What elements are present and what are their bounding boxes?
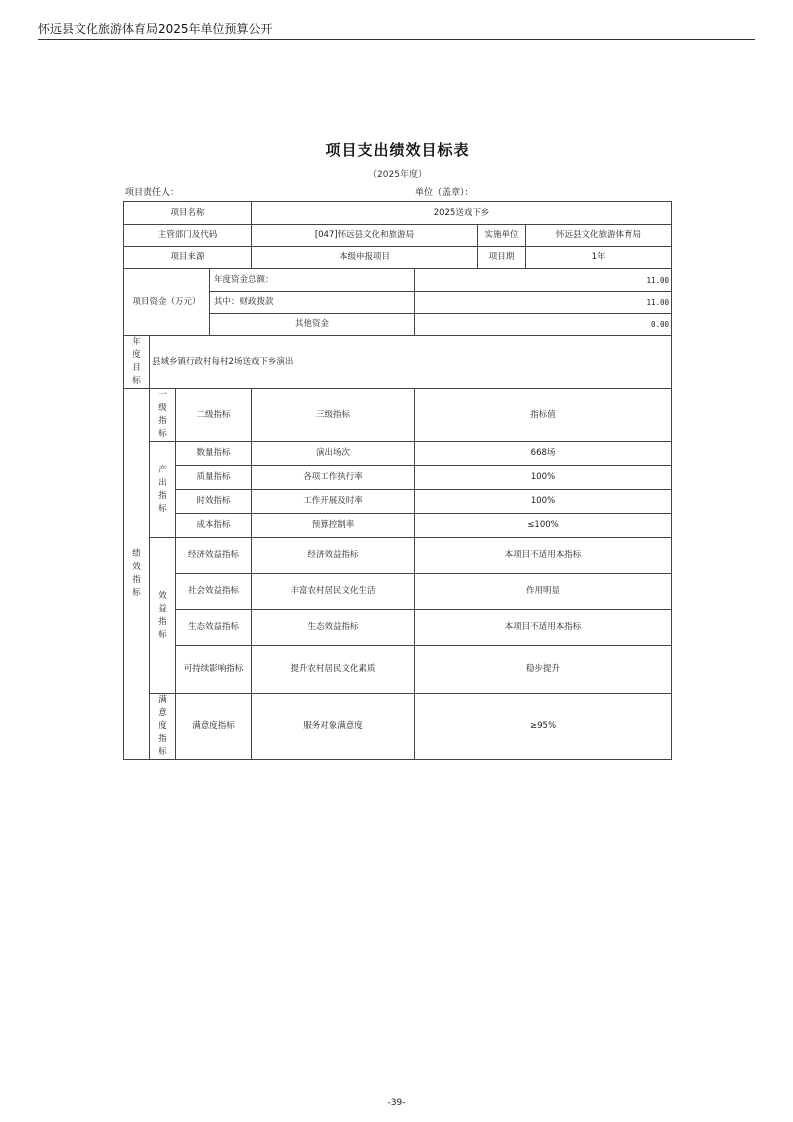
- row-project-name: [124, 202, 672, 225]
- value-cell: ≤100%: [415, 514, 672, 538]
- implementing-unit-value: 怀远县文化旅游体育局: [526, 225, 672, 247]
- document-title: 项目支出绩效目标表: [325, 141, 470, 159]
- funds-other-label: 其他资金: [210, 314, 415, 336]
- project-name-value: 2025送戏下乡: [252, 202, 672, 225]
- department-label: 主管部门及代码: [124, 225, 252, 247]
- page-number: -39-: [387, 1098, 406, 1108]
- row-annual-goal: [124, 336, 672, 389]
- table-row: [124, 694, 672, 760]
- level3-cell: 演出场次: [252, 442, 415, 466]
- project-period-value: 1年: [526, 247, 672, 269]
- level2-cell: 数量指标: [176, 442, 252, 466]
- row-indicator-header: [124, 389, 672, 442]
- value-cell: 作用明显: [415, 574, 672, 610]
- funds-fiscal-value: 11.00: [415, 292, 672, 314]
- table-row: [124, 514, 672, 538]
- level2-cell: 社会效益指标: [176, 574, 252, 610]
- funds-other-value: 0.00: [415, 314, 672, 336]
- annual-goal-label: 年度目标: [124, 336, 150, 389]
- table-row: [124, 538, 672, 574]
- row-funds-total: [124, 269, 672, 292]
- level3-cell: 服务对象满意度: [252, 694, 415, 760]
- responsible-person-label: 项目责任人：: [125, 188, 180, 198]
- level3-header: 三级指标: [252, 389, 415, 442]
- level1-header: 一级指标: [150, 389, 176, 442]
- satisfaction-indicators-label: 满意度指标: [150, 694, 176, 760]
- value-cell: 本项目不适用本指标: [415, 538, 672, 574]
- level3-cell: 丰富农村居民文化生活: [252, 574, 415, 610]
- table-row: [124, 610, 672, 646]
- implementing-unit-label: 实施单位: [478, 225, 526, 247]
- level2-cell: 质量指标: [176, 466, 252, 490]
- output-indicators-label: 产出指标: [150, 442, 176, 538]
- value-cell: 稳步提升: [415, 646, 672, 694]
- table-row: [124, 574, 672, 610]
- table-row: [124, 442, 672, 466]
- funds-fiscal-label: 其中：财政拨款: [210, 292, 415, 314]
- table-row: [124, 466, 672, 490]
- value-cell: 本项目不适用本指标: [415, 610, 672, 646]
- level2-cell: 生态效益指标: [176, 610, 252, 646]
- performance-indicators-label: 绩效指标: [124, 389, 150, 760]
- level2-cell: 满意度指标: [176, 694, 252, 760]
- benefit-indicators-label: 效益指标: [150, 538, 176, 694]
- level3-cell: 各项工作执行率: [252, 466, 415, 490]
- level3-cell: 工作开展及时率: [252, 490, 415, 514]
- level3-cell: 提升农村居民文化素质: [252, 646, 415, 694]
- unit-seal-label: 单位（盖章）：: [415, 188, 474, 198]
- value-header: 指标值: [415, 389, 672, 442]
- level2-cell: 时效指标: [176, 490, 252, 514]
- annual-goal-value: 县域乡镇行政村每村2场送戏下乡演出: [150, 336, 672, 389]
- project-funds-label: 项目资金（万元）: [124, 269, 210, 336]
- project-name-label: 项目名称: [124, 202, 252, 225]
- value-cell: 668场: [415, 442, 672, 466]
- funds-total-label: 年度资金总额：: [210, 269, 415, 292]
- level2-cell: 可持续影响指标: [176, 646, 252, 694]
- value-cell: 100%: [415, 466, 672, 490]
- level2-header: 二级指标: [176, 389, 252, 442]
- level2-cell: 成本指标: [176, 514, 252, 538]
- level3-cell: 经济效益指标: [252, 538, 415, 574]
- level3-cell: 预算控制率: [252, 514, 415, 538]
- value-cell: 100%: [415, 490, 672, 514]
- document-year: （2025年度）: [368, 170, 427, 180]
- level3-cell: 生态效益指标: [252, 610, 415, 646]
- header-rule: [38, 39, 755, 40]
- department-value: [047]怀远县文化和旅游局: [252, 225, 478, 247]
- value-cell: ≥95%: [415, 694, 672, 760]
- project-source-value: 本级申报项目: [252, 247, 478, 269]
- project-period-label: 项目期: [478, 247, 526, 269]
- funds-total-value: 11.00: [415, 269, 672, 292]
- row-department: [124, 225, 672, 247]
- running-header: 怀远县文化旅游体育局2025年单位预算公开: [38, 22, 273, 36]
- project-source-label: 项目来源: [124, 247, 252, 269]
- performance-target-table: [123, 201, 672, 760]
- row-source: [124, 247, 672, 269]
- table-row: [124, 490, 672, 514]
- level2-cell: 经济效益指标: [176, 538, 252, 574]
- table-row: [124, 646, 672, 694]
